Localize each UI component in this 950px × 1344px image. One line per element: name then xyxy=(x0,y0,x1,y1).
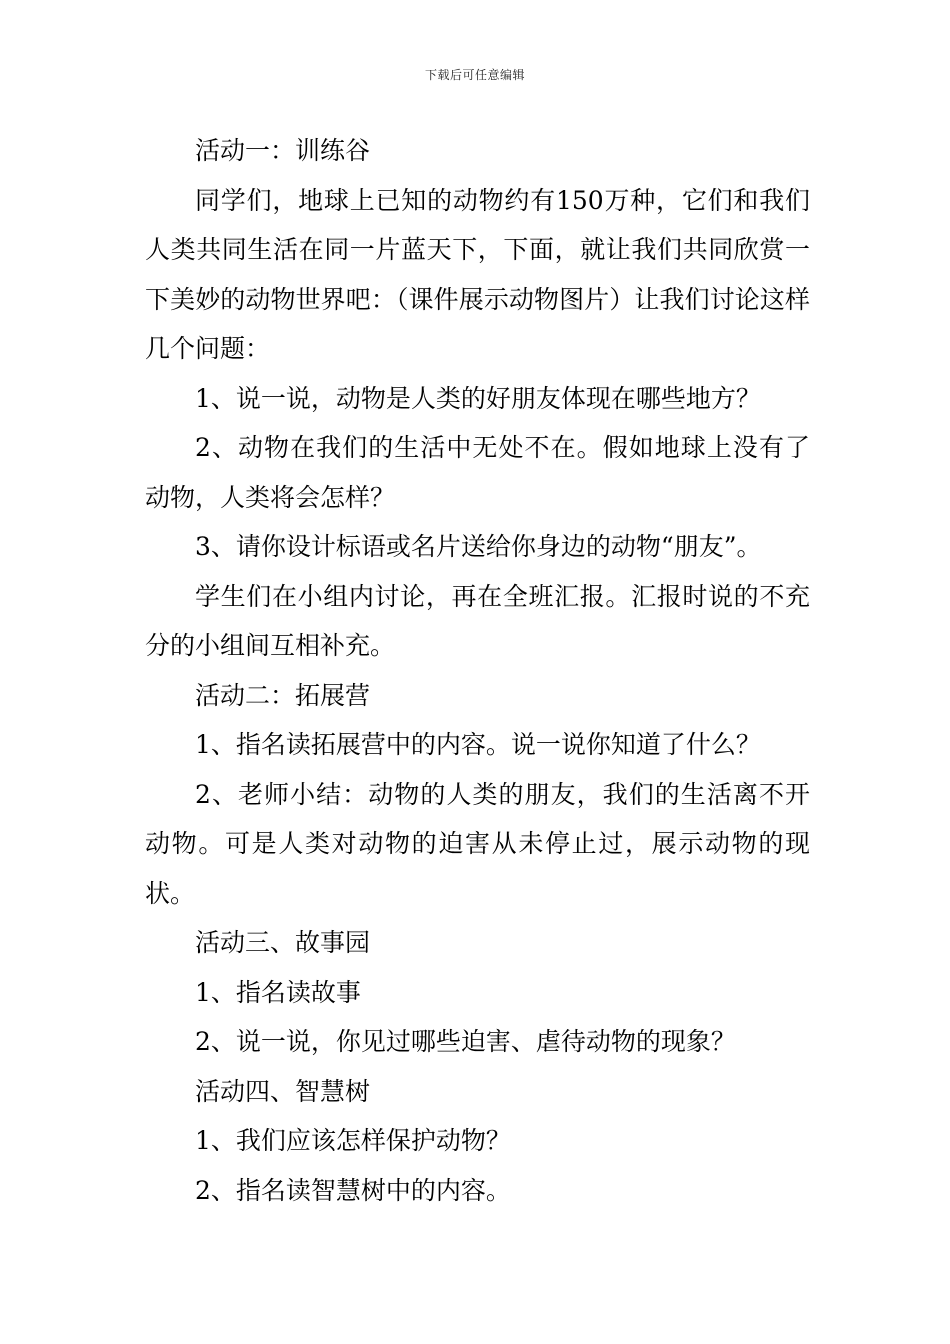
discussion-paragraph: 学生们在小组内讨论，再在全班汇报。汇报时说的不充分的小组间互相补充。 xyxy=(145,581,810,660)
question-3: 3、请你设计标语或名片送给你身边的动物“朋友”。 xyxy=(195,532,762,561)
activity-4-item-1: 1、我们应该怎样保护动物？ xyxy=(195,1126,511,1155)
activity-2-item-1: 1、指名读拓展营中的内容。说一说你知道了什么？ xyxy=(195,730,761,759)
header-note: 下载后可任意编辑 xyxy=(424,68,525,82)
activity-3-item-2: 2、说一说，你见过哪些迫害、虐待动物的现象？ xyxy=(195,1027,736,1056)
intro-paragraph: 同学们，地球上已知的动物约有150万种，它们和我们人类共同生活在同一片蓝天下，下面，就让我们共同欣赏一下美妙的动物世界吧：（课件展示动物图片）让我们讨论这样几个问题： xyxy=(145,185,810,363)
activity-2-item-2: 2、老师小结：动物的人类的朋友，我们的生活离不开动物。可是人类对动物的迫害从未停止过，展示动物的现状。 xyxy=(145,779,810,908)
activity-1-heading: 活动一：训练谷 xyxy=(195,136,371,165)
activity-2-heading: 活动二：拓展营 xyxy=(195,680,371,710)
activity-4-heading: 活动四、智慧树 xyxy=(195,1076,371,1106)
activity-3-heading: 活动三、故事园 xyxy=(195,928,371,957)
activity-3-item-1: 1、指名读故事 xyxy=(195,977,361,1007)
document-body xyxy=(145,126,810,1215)
activity-4-item-2: 2、指名读智慧树中的内容。 xyxy=(195,1175,511,1205)
question-2: 2、动物在我们的生活中无处不在。假如地球上没有了动物，人类将会怎样？ xyxy=(145,433,810,512)
question-1: 1、说一说，动物是人类的好朋友体现在哪些地方？ xyxy=(195,383,761,413)
